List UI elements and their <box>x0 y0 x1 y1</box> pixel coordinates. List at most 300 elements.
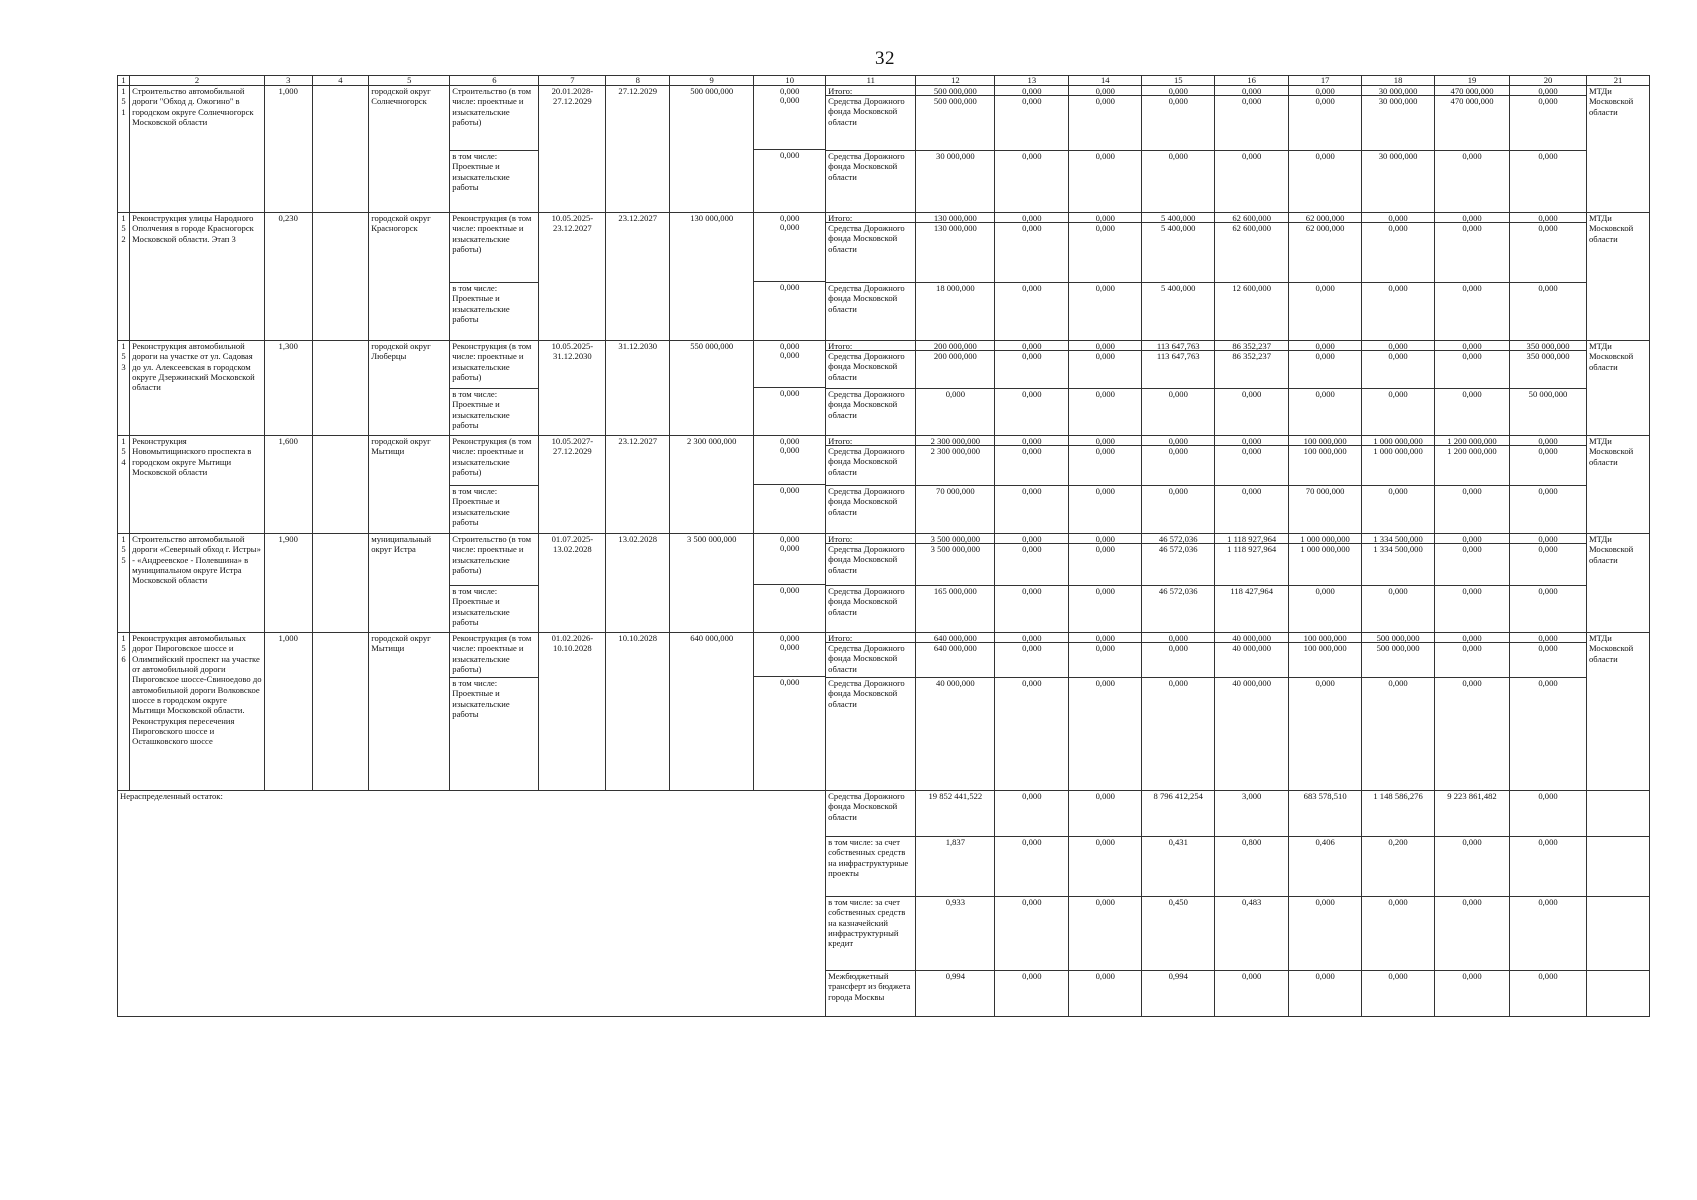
remainder-amount: 0,000 <box>1215 971 1289 1017</box>
amount-value: 0,000 <box>1142 633 1214 643</box>
amount-value: 40 000,000 <box>936 678 975 688</box>
amount-value: 0,000 <box>1435 341 1509 351</box>
object-name: Строительство автомобильной дороги "Обход д. Ожогино" в городском округе Солнечногорск Московской области <box>130 86 265 213</box>
amount-value: 0,000 <box>1538 151 1558 161</box>
amount-cell-col-14 <box>1069 213 1142 341</box>
amount-value: 0,000 <box>1142 446 1214 486</box>
amount-value: 1 000 000,000 <box>1289 534 1361 544</box>
amount-cell-col-18 <box>1362 213 1435 341</box>
amount-value: 0,000 <box>1435 213 1509 223</box>
work-type-cell <box>450 534 539 633</box>
amount-value: 0,000 <box>1142 96 1214 151</box>
amount-value: 0,000 <box>1435 223 1509 283</box>
amount-cell-col-17 <box>1289 341 1362 436</box>
work-dates: 01.02.2026-10.10.2028 <box>539 633 606 791</box>
work-type: Реконструкция (в том числе: проектные и изыскательские работы) <box>450 633 538 678</box>
amount-value: 0,000 <box>1022 486 1042 496</box>
amount-value: 5 400,000 <box>1161 283 1196 293</box>
column-number-2: 2 <box>130 76 265 86</box>
amount-value: 0,000 <box>995 223 1068 283</box>
estimated-cost: 130 000,000 <box>670 213 754 341</box>
funding-source: Итого: <box>826 633 915 643</box>
column-number-1: 1 <box>118 76 130 86</box>
amount-value: 0,000 <box>1510 446 1586 486</box>
amount-cell-col-19 <box>1435 341 1510 436</box>
amount-value: 0,000 <box>1069 351 1141 389</box>
work-type-sub: в том числе: Проектные и изыскательские работы <box>452 586 510 627</box>
completion-date: 10.10.2028 <box>606 633 670 791</box>
amount-value: 0,000 <box>1435 534 1509 544</box>
remainder-amount: 0,000 <box>995 897 1069 971</box>
amount-cell-col-17 <box>1289 436 1362 534</box>
work-type-cell <box>450 633 539 791</box>
remainder-amount: 0,000 <box>1510 791 1587 837</box>
remainder-amount: 0,000 <box>1362 971 1435 1017</box>
amount-value: 0,000 <box>1095 151 1115 161</box>
amount-value: 0,000 <box>945 389 966 399</box>
column-10-value: 0,000 <box>780 282 800 292</box>
amount-value: 0,000 <box>1462 586 1482 596</box>
municipality: городской округ Люберцы <box>369 341 450 436</box>
amount-cell-col-16 <box>1215 633 1289 791</box>
amount-value: 0,000 <box>1095 678 1115 688</box>
amount-cell-col-13 <box>995 534 1069 633</box>
amount-value: 130 000,000 <box>916 213 994 223</box>
amount-value: 0,000 <box>1289 351 1361 389</box>
column-number-3: 3 <box>264 76 312 86</box>
amount-value: 0,000 <box>1462 678 1482 688</box>
amount-value: 0,000 <box>995 534 1068 544</box>
amount-value: 0,000 <box>1069 643 1141 678</box>
column-10-cell <box>754 534 826 633</box>
amount-value: 1 200 000,000 <box>1435 446 1509 486</box>
amount-value: 0,000 <box>1095 586 1115 596</box>
column-number-19: 19 <box>1435 76 1510 86</box>
work-dates: 10.05.2025-31.12.2030 <box>539 341 606 436</box>
customer: МТДи Московской области <box>1587 86 1650 213</box>
amount-value: 0,000 <box>995 436 1068 446</box>
amount-value: 0,000 <box>995 643 1068 678</box>
completion-date: 23.12.2027 <box>606 436 670 534</box>
project-row <box>118 436 1650 534</box>
funding-source: Итого: <box>826 86 915 96</box>
funding-source: Средства Дорожного фонда Московской области <box>828 678 905 709</box>
estimated-cost: 640 000,000 <box>670 633 754 791</box>
column-number-11: 11 <box>826 76 916 86</box>
amount-value: 0,000 <box>1510 213 1586 223</box>
amount-cell-col-13 <box>995 436 1069 534</box>
amount-value: 0,000 <box>1462 486 1482 496</box>
amount-cell-col-19 <box>1435 436 1510 534</box>
amount-value: 3 500 000,000 <box>916 534 994 544</box>
amount-value: 0,000 <box>1510 96 1586 151</box>
column-number-13: 13 <box>995 76 1069 86</box>
customer: МТДи Московской области <box>1587 534 1650 633</box>
amount-cell-col-18 <box>1362 534 1435 633</box>
amount-cell-col-15 <box>1142 86 1215 213</box>
amount-value: 0,000 <box>1510 436 1586 446</box>
remainder-amount: 1 148 586,276 <box>1362 791 1435 837</box>
remainder-amount: 0,000 <box>1069 897 1142 971</box>
estimated-cost: 500 000,000 <box>670 86 754 213</box>
amount-cell-col-14 <box>1069 436 1142 534</box>
amount-cell-col-19 <box>1435 633 1510 791</box>
amount-value: 0,000 <box>995 351 1068 389</box>
remainder-empty <box>1587 837 1650 897</box>
funding-source: Средства Дорожного фонда Московской области <box>826 446 915 486</box>
amount-value: 70 000,000 <box>936 486 975 496</box>
amount-value: 0,000 <box>1215 96 1288 151</box>
column-4-cell <box>312 534 369 633</box>
column-number-7: 7 <box>539 76 606 86</box>
amount-value: 3 500 000,000 <box>916 544 994 586</box>
amount-value: 0,000 <box>1168 151 1188 161</box>
amount-cell-col-15 <box>1142 534 1215 633</box>
row-number: 151 <box>118 86 130 213</box>
column-number-10: 10 <box>754 76 826 86</box>
amount-value: 0,000 <box>995 544 1068 586</box>
amount-cell-col-13 <box>995 213 1069 341</box>
remainder-amount: 0,000 <box>995 791 1069 837</box>
column-number-5: 5 <box>369 76 450 86</box>
page-number: 32 <box>875 48 895 69</box>
remainder-amount: 0,200 <box>1362 837 1435 897</box>
remainder-amount: 1,837 <box>916 837 995 897</box>
amount-cell-col-18 <box>1362 633 1435 791</box>
amount-cell-col-19 <box>1435 86 1510 213</box>
amount-value: 0,000 <box>1462 283 1482 293</box>
amount-value: 0,000 <box>1069 544 1141 586</box>
amount-cell-col-20 <box>1510 213 1587 341</box>
amount-value: 0,000 <box>1022 586 1042 596</box>
amount-value: 0,000 <box>1362 223 1434 283</box>
funding-source-cell <box>826 341 916 436</box>
remainder-source: в том числе: за счет собственных средств на инфраструктурные проекты <box>826 837 916 897</box>
amount-cell-col-16 <box>1215 213 1289 341</box>
amount-value: 1 000 000,000 <box>1362 436 1434 446</box>
amount-cell-col-12 <box>916 633 995 791</box>
remainder-amount: 0,450 <box>1142 897 1215 971</box>
work-dates: 20.01.2028-27.12.2029 <box>539 86 606 213</box>
amount-value: 470 000,000 <box>1435 96 1509 151</box>
work-dates: 10.05.2025-23.12.2027 <box>539 213 606 341</box>
amount-cell-col-16 <box>1215 534 1289 633</box>
completion-date: 31.12.2030 <box>606 341 670 436</box>
amount-value: 0,000 <box>1289 96 1361 151</box>
amount-value: 500 000,000 <box>1362 643 1434 678</box>
remainder-amount: 0,000 <box>1289 971 1362 1017</box>
amount-value: 470 000,000 <box>1435 86 1509 96</box>
column-10-value: 0,000 <box>780 150 800 160</box>
amount-value: 62 600,000 <box>1215 213 1288 223</box>
customer: МТДи Московской области <box>1587 213 1650 341</box>
column-number-4: 4 <box>312 76 369 86</box>
amount-value: 0,000 <box>1069 223 1141 283</box>
remainder-amount: 0,994 <box>1142 971 1215 1017</box>
object-name: Строительство автомобильной дороги «Северный обход г. Истры» - «Андреевское - Полевшина» в муниципальном округе Истра Московской области <box>130 534 265 633</box>
amount-cell-col-14 <box>1069 341 1142 436</box>
amount-cell-col-16 <box>1215 436 1289 534</box>
amount-value: 30 000,000 <box>936 151 975 161</box>
amount-cell-col-17 <box>1289 86 1362 213</box>
column-10-value: 0,000 <box>754 222 825 282</box>
amount-value: 0,000 <box>995 213 1068 223</box>
column-10-value: 0,000 <box>780 534 800 544</box>
funding-source: Итого: <box>826 534 915 544</box>
funding-source: Итого: <box>826 436 915 446</box>
remainder-amount: 0,000 <box>1362 897 1435 971</box>
funding-source: Средства Дорожного фонда Московской области <box>828 151 905 182</box>
column-10-value: 0,000 <box>780 341 800 351</box>
amount-value: 0,000 <box>1168 678 1188 688</box>
amount-value: 0,000 <box>1538 586 1558 596</box>
amount-cell-col-20 <box>1510 534 1587 633</box>
amount-value: 1 334 500,000 <box>1362 544 1434 586</box>
amount-value: 640 000,000 <box>916 643 994 678</box>
amount-value: 0,000 <box>1388 678 1408 688</box>
funding-source-cell <box>826 633 916 791</box>
column-10-cell <box>754 633 826 791</box>
remainder-amount: 0,933 <box>916 897 995 971</box>
remainder-amount: 8 796 412,254 <box>1142 791 1215 837</box>
work-type-cell <box>450 213 539 341</box>
column-10-cell <box>754 341 826 436</box>
object-name: Реконструкция улицы Народного Ополчения в городе Красногорск Московской области. Этап 3 <box>130 213 265 341</box>
amount-cell-col-14 <box>1069 534 1142 633</box>
row-number: 156 <box>118 633 130 791</box>
column-number-15: 15 <box>1142 76 1215 86</box>
column-10-value: 0,000 <box>780 86 800 96</box>
amount-value: 0,000 <box>1095 486 1115 496</box>
amount-value: 0,000 <box>1510 223 1586 283</box>
amount-cell-col-13 <box>995 633 1069 791</box>
amount-value: 500 000,000 <box>916 86 994 96</box>
project-row <box>118 86 1650 213</box>
work-type-sub: в том числе: Проектные и изыскательские работы <box>452 678 510 719</box>
column-10-value: 0,000 <box>780 388 800 398</box>
amount-value: 0,000 <box>1289 86 1361 96</box>
estimated-cost: 550 000,000 <box>670 341 754 436</box>
amount-value: 0,000 <box>1510 633 1586 643</box>
amount-value: 46 572,036 <box>1142 534 1214 544</box>
amount-value: 0,000 <box>1315 151 1335 161</box>
completion-date: 13.02.2028 <box>606 534 670 633</box>
amount-value: 0,000 <box>1462 151 1482 161</box>
amount-value: 70 000,000 <box>1305 486 1345 496</box>
column-number-row <box>118 76 1650 86</box>
object-length: 1,900 <box>264 534 312 633</box>
municipality: городской округ Мытищи <box>369 633 450 791</box>
column-number-12: 12 <box>916 76 995 86</box>
funding-source: Средства Дорожного фонда Московской области <box>826 544 915 586</box>
customer: МТДи Московской области <box>1587 436 1650 534</box>
funding-source-cell <box>826 213 916 341</box>
funding-source: Средства Дорожного фонда Московской области <box>828 486 905 517</box>
funding-source: Средства Дорожного фонда Московской области <box>828 283 905 314</box>
row-number: 155 <box>118 534 130 633</box>
column-10-value: 0,000 <box>780 585 800 595</box>
column-10-cell <box>754 213 826 341</box>
remainder-amount: 0,994 <box>916 971 995 1017</box>
remainder-amount: 0,000 <box>1069 791 1142 837</box>
amount-value: 86 352,237 <box>1215 341 1288 351</box>
amount-value: 0,000 <box>1022 283 1042 293</box>
amount-cell-col-14 <box>1069 86 1142 213</box>
funding-source-cell <box>826 534 916 633</box>
column-10-value: 0,000 <box>754 543 825 585</box>
estimated-cost: 3 500 000,000 <box>670 534 754 633</box>
column-10-cell <box>754 86 826 213</box>
amount-value: 0,000 <box>1242 389 1262 399</box>
amount-value: 165 000,000 <box>933 586 977 596</box>
remainder-amount: 0,000 <box>1435 837 1510 897</box>
amount-value: 100 000,000 <box>1289 436 1361 446</box>
amount-value: 0,000 <box>1168 486 1188 496</box>
remainder-label: Нераспределенный остаток: <box>118 791 826 1017</box>
amount-value: 100 000,000 <box>1289 633 1361 643</box>
amount-value: 12 600,000 <box>1232 283 1272 293</box>
amount-value: 0,000 <box>1215 86 1288 96</box>
amount-value: 0,000 <box>1510 544 1586 586</box>
funding-source: Итого: <box>826 341 915 351</box>
completion-date: 27.12.2029 <box>606 86 670 213</box>
amount-value: 640 000,000 <box>916 633 994 643</box>
funding-source: Итого: <box>826 213 915 223</box>
remainder-amount: 0,000 <box>1289 897 1362 971</box>
amount-cell-col-14 <box>1069 633 1142 791</box>
remainder-amount: 0,000 <box>1435 897 1510 971</box>
amount-cell-col-12 <box>916 436 995 534</box>
column-4-cell <box>312 341 369 436</box>
amount-value: 500 000,000 <box>1362 633 1434 643</box>
column-10-value: 0,000 <box>754 642 825 677</box>
remainder-amount: 0,431 <box>1142 837 1215 897</box>
project-row <box>118 213 1650 341</box>
amount-value: 100 000,000 <box>1289 446 1361 486</box>
amount-value: 0,000 <box>1315 389 1335 399</box>
amount-value: 46 572,036 <box>1158 586 1198 596</box>
amount-value: 130 000,000 <box>916 223 994 283</box>
work-type-sub: в том числе: Проектные и изыскательские работы <box>452 151 510 192</box>
column-number-9: 9 <box>670 76 754 86</box>
amount-value: 113 647,763 <box>1142 351 1214 389</box>
remainder-source: в том числе: за счет собственных средств на казначейский инфраструктурный кредит <box>826 897 916 971</box>
column-4-cell <box>312 213 369 341</box>
amount-value: 0,000 <box>1538 678 1558 688</box>
remainder-amount: 0,000 <box>1435 971 1510 1017</box>
amount-cell-col-18 <box>1362 436 1435 534</box>
amount-value: 0,000 <box>1215 436 1288 446</box>
amount-value: 0,000 <box>995 86 1068 96</box>
customer: МТДи Московской области <box>1587 341 1650 436</box>
object-name: Реконструкция Новомытищинского проспекта в городском округе Мытищи Московской области <box>130 436 265 534</box>
amount-value: 0,000 <box>1215 446 1288 486</box>
column-10-value: 0,000 <box>780 436 800 446</box>
amount-cell-col-17 <box>1289 534 1362 633</box>
funding-source-cell <box>826 436 916 534</box>
amount-value: 0,000 <box>1168 389 1188 399</box>
amount-value: 0,000 <box>995 633 1068 643</box>
object-length: 1,000 <box>264 86 312 213</box>
amount-value: 0,000 <box>1315 283 1335 293</box>
row-number: 153 <box>118 341 130 436</box>
amount-value: 0,000 <box>1142 643 1214 678</box>
amount-value: 1 118 927,964 <box>1215 534 1288 544</box>
completion-date: 23.12.2027 <box>606 213 670 341</box>
amount-cell-col-20 <box>1510 633 1587 791</box>
project-row <box>118 633 1650 791</box>
object-name: Реконструкция автомобильных дорог Пироговское шоссе и Олимпийский проспект на участке от автомобильной дороги Пироговское шоссе-Свиноедово до автомобильной дороги Волковское шоссе в городском округе Мытищи Московской области. Реконструкция пересечения Пироговского шоссе и Осташковского шоссе <box>130 633 265 791</box>
amount-value: 2 300 000,000 <box>916 446 994 486</box>
row-number: 152 <box>118 213 130 341</box>
amount-cell-col-20 <box>1510 436 1587 534</box>
work-dates: 10.05.2027-27.12.2029 <box>539 436 606 534</box>
work-type-cell <box>450 436 539 534</box>
amount-value: 113 647,763 <box>1142 341 1214 351</box>
amount-cell-col-17 <box>1289 633 1362 791</box>
amount-cell-col-15 <box>1142 213 1215 341</box>
remainder-source: Межбюджетный трансферт из бюджета города Москвы <box>826 971 916 1017</box>
amount-cell-col-20 <box>1510 86 1587 213</box>
amount-value: 0,000 <box>1095 283 1115 293</box>
remainder-amount: 0,000 <box>1069 971 1142 1017</box>
amount-cell-col-19 <box>1435 534 1510 633</box>
column-number-8: 8 <box>606 76 670 86</box>
amount-value: 0,000 <box>1289 341 1361 351</box>
amount-value: 0,000 <box>1388 283 1408 293</box>
amount-value: 40 000,000 <box>1215 643 1288 678</box>
amount-value: 0,000 <box>995 446 1068 486</box>
amount-value: 30 000,000 <box>1378 151 1418 161</box>
amount-value: 0,000 <box>1142 436 1214 446</box>
column-number-16: 16 <box>1215 76 1289 86</box>
column-number-18: 18 <box>1362 76 1435 86</box>
remainder-amount: 0,000 <box>995 971 1069 1017</box>
remainder-amount: 3,000 <box>1215 791 1289 837</box>
remainder-amount: 19 852 441,522 <box>916 791 995 837</box>
column-10-value: 0,000 <box>780 213 800 223</box>
object-length: 1,300 <box>264 341 312 436</box>
amount-value: 1 118 927,964 <box>1215 544 1288 586</box>
amount-value: 46 572,036 <box>1142 544 1214 586</box>
program-table <box>117 75 1650 1017</box>
municipality: городской округ Солнечногорск <box>369 86 450 213</box>
remainder-amount: 0,406 <box>1289 837 1362 897</box>
amount-value: 40 000,000 <box>1215 633 1288 643</box>
column-10-cell <box>754 436 826 534</box>
amount-cell-col-15 <box>1142 633 1215 791</box>
amount-value: 0,000 <box>1435 544 1509 586</box>
column-10-value: 0,000 <box>780 633 800 643</box>
amount-value: 0,000 <box>1362 213 1434 223</box>
work-type: Реконструкция (в том числе: проектные и изыскательские работы) <box>450 436 538 486</box>
amount-value: 0,000 <box>995 96 1068 151</box>
amount-value: 0,000 <box>1510 643 1586 678</box>
amount-value: 0,000 <box>1069 341 1141 351</box>
amount-value: 62 000,000 <box>1289 213 1361 223</box>
amount-cell-col-13 <box>995 341 1069 436</box>
customer: МТДи Московской области <box>1587 633 1650 791</box>
column-4-cell <box>312 436 369 534</box>
remainder-amount: 0,000 <box>1510 897 1587 971</box>
amount-value: 1 000 000,000 <box>1289 544 1361 586</box>
amount-cell-col-15 <box>1142 341 1215 436</box>
amount-value: 30 000,000 <box>1362 96 1434 151</box>
column-10-value: 0,000 <box>754 95 825 150</box>
column-10-value: 0,000 <box>780 677 800 687</box>
amount-value: 200 000,000 <box>916 341 994 351</box>
amount-value: 5 400,000 <box>1142 223 1214 283</box>
